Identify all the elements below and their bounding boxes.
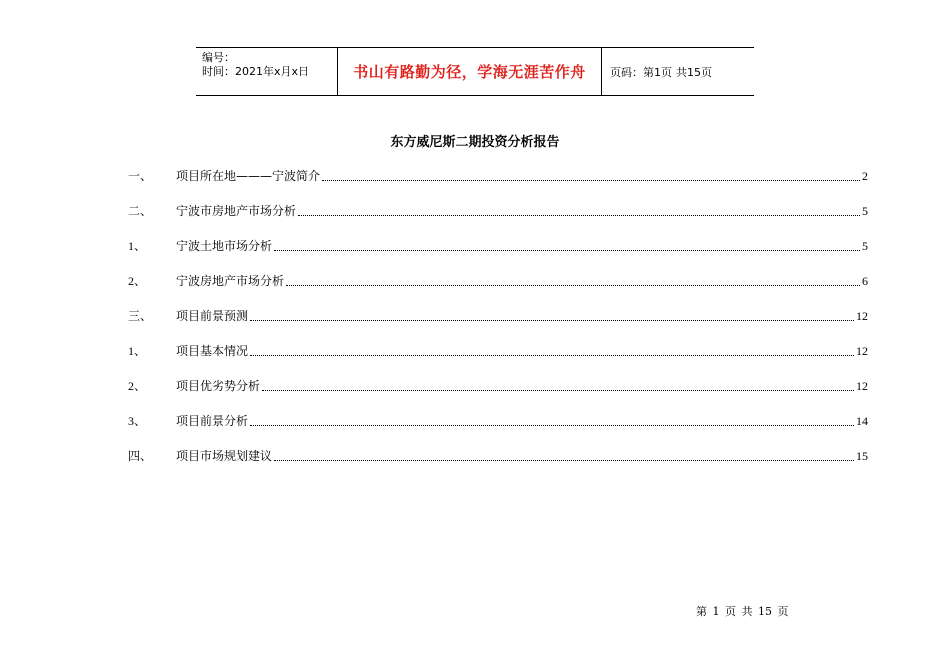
- toc-entry-title: 宁波市房地产市场分析: [176, 204, 297, 218]
- toc-entry[interactable]: [128, 201, 868, 219]
- toc-entry-title: 项目前景预测: [176, 309, 249, 323]
- header-time-label: 时间：2021年x月x日: [202, 65, 310, 78]
- toc-entry[interactable]: [128, 341, 868, 359]
- toc-entry[interactable]: [128, 376, 868, 394]
- toc-leader-dots: [298, 214, 860, 216]
- page-footer: 第 1 页 共 15 页: [696, 605, 789, 618]
- toc-leader-dots: [274, 459, 854, 461]
- toc-entry-page: 5: [862, 239, 868, 253]
- toc-leader-dots: [250, 424, 854, 426]
- toc-entry-page: 14: [856, 414, 868, 428]
- toc-entry-number: 1、: [128, 239, 147, 253]
- toc-entry[interactable]: [128, 166, 868, 184]
- toc-entry-title: 项目优劣势分析: [176, 379, 261, 393]
- header-motto: 书山有路勤为径，学海无涯苦作舟: [353, 63, 586, 81]
- toc-entry-title: 项目所在地———宁波简介: [176, 169, 321, 183]
- toc-entry[interactable]: [128, 411, 868, 429]
- toc-entry-page: 12: [856, 309, 868, 323]
- toc-entry[interactable]: [128, 271, 868, 289]
- header-number-label: 编号：: [202, 51, 235, 64]
- toc-entry-page: 2: [862, 169, 868, 183]
- toc-entry-number: 1、: [128, 344, 147, 358]
- toc-entry-number: 四、: [128, 449, 153, 463]
- toc-leader-dots: [274, 249, 860, 251]
- toc-entry[interactable]: [128, 236, 868, 254]
- page-header: [196, 47, 754, 96]
- toc-entry-number: 一、: [128, 169, 153, 183]
- toc-entry-title: 项目市场规划建议: [176, 449, 273, 463]
- toc-entry-title: 项目基本情况: [176, 344, 249, 358]
- toc-entry-title: 项目前景分析: [176, 414, 249, 428]
- toc-leader-dots: [250, 354, 854, 356]
- toc-leader-dots: [262, 389, 854, 391]
- toc-entry-page: 15: [856, 449, 868, 463]
- toc-entry-number: 三、: [128, 309, 153, 323]
- header-motto-cell: [338, 48, 602, 95]
- toc-entry[interactable]: [128, 446, 868, 464]
- toc-leader-dots: [286, 284, 860, 286]
- toc-entry[interactable]: [128, 306, 868, 324]
- toc-entry-number: 2、: [128, 379, 147, 393]
- toc-entry-page: 12: [856, 344, 868, 358]
- toc-entry-number: 二、: [128, 204, 153, 218]
- toc-entry-number: 2、: [128, 274, 147, 288]
- document-title: 东方威尼斯二期投资分析报告: [390, 135, 560, 150]
- toc-entry-page: 6: [862, 274, 868, 288]
- toc-leader-dots: [250, 319, 854, 321]
- toc-leader-dots: [322, 179, 860, 181]
- toc-entry-title: 宁波房地产市场分析: [176, 274, 285, 288]
- header-page-cell: [602, 48, 754, 95]
- toc-entry-title: 宁波土地市场分析: [176, 239, 273, 253]
- header-page-label: 页码：第1页: [610, 65, 672, 79]
- toc-entry-number: 3、: [128, 414, 147, 428]
- toc-entry-page: 12: [856, 379, 868, 393]
- header-page-total: 共15页: [676, 65, 712, 79]
- toc-entry-page: 5: [862, 204, 868, 218]
- header-meta: [196, 48, 338, 95]
